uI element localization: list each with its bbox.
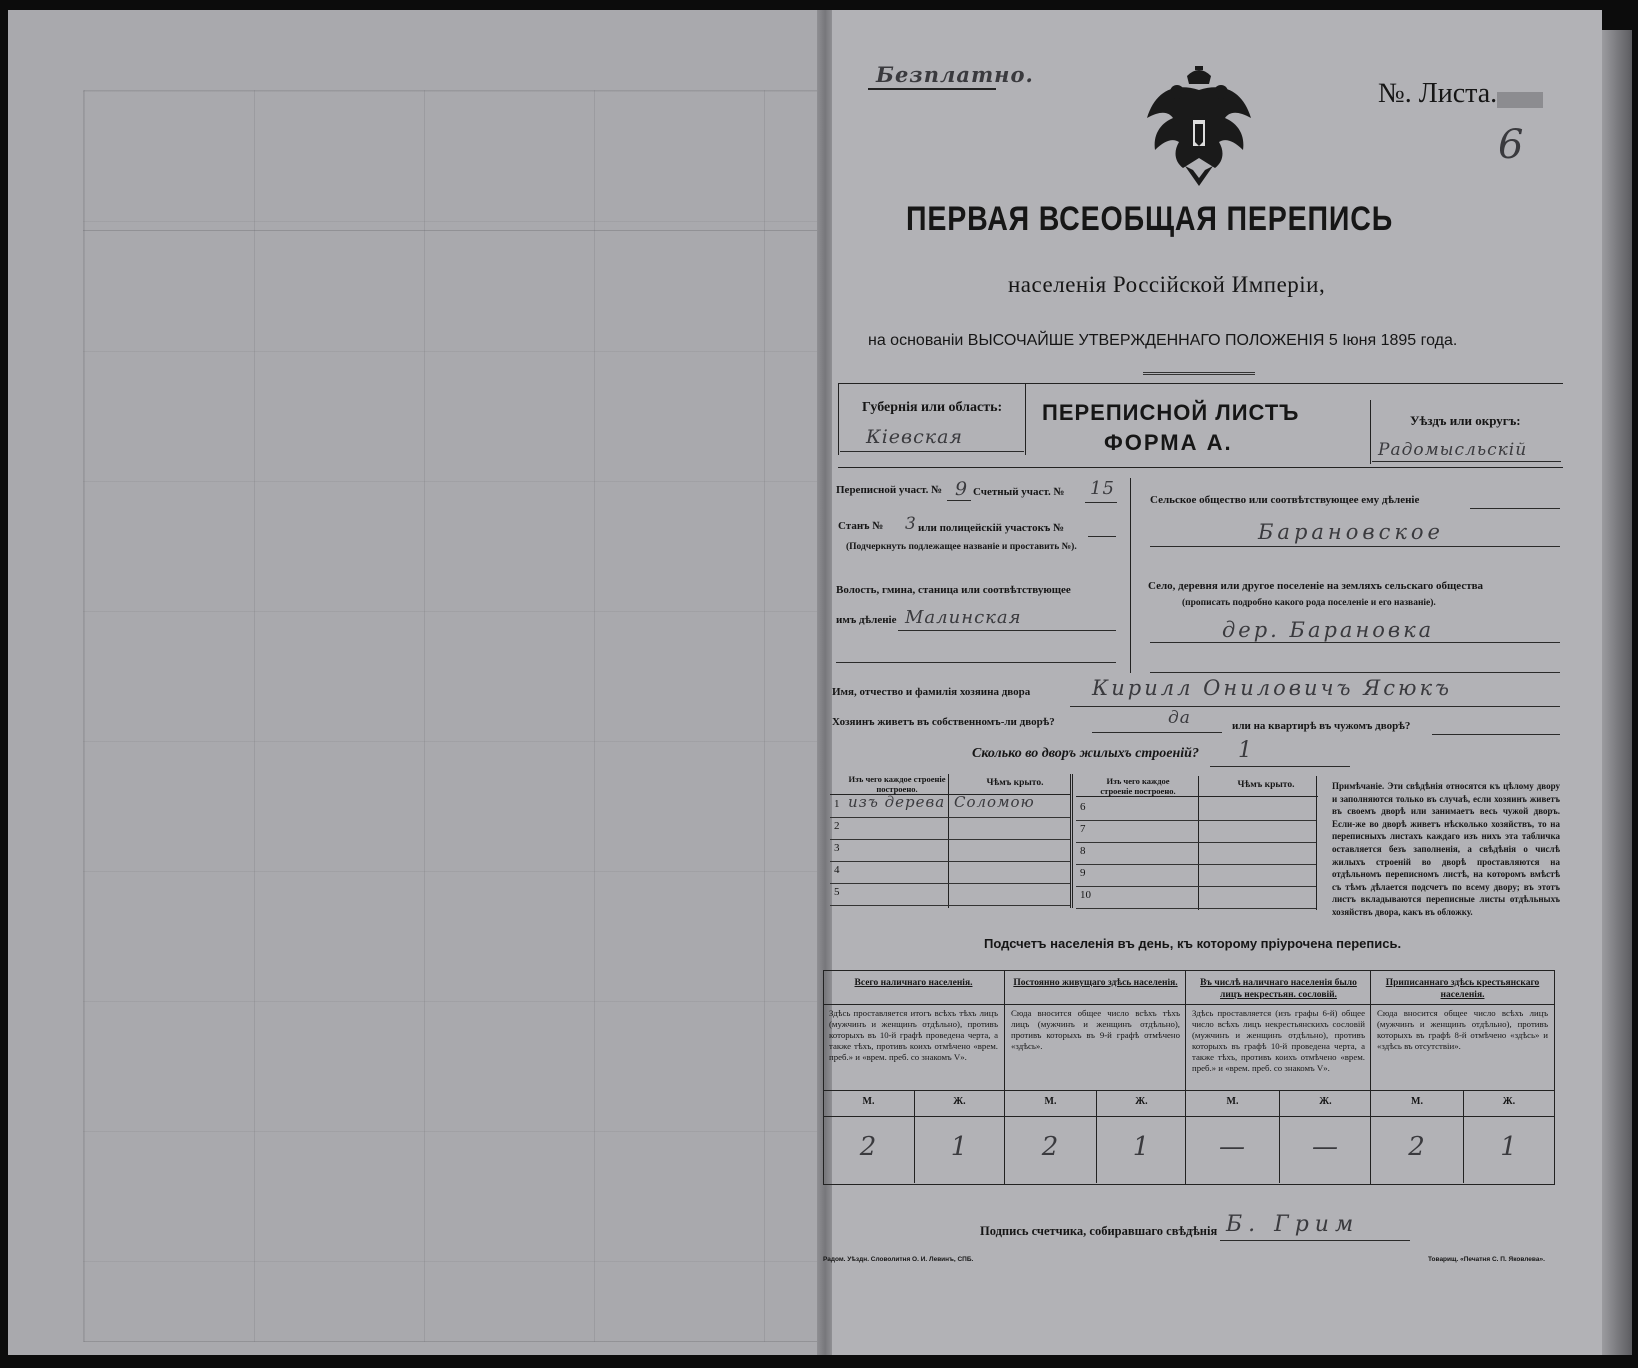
volost-underline-2 — [836, 662, 1116, 663]
settlement-note: (прописать подробно какого рода поселеніе и его названіе). — [1182, 598, 1436, 608]
count-district-underline — [1085, 502, 1117, 503]
police-district-label: или полицейскій участокъ № — [918, 522, 1065, 534]
buildings-table-left — [830, 774, 1073, 908]
population-female-value: 1 — [1132, 1132, 1151, 1162]
buildings-count-underline — [1210, 766, 1350, 767]
building-row-number: 3 — [834, 842, 840, 854]
count-district-label: Счетный участ. № — [973, 486, 1065, 498]
buildings-count-label: Сколько во дворъ жилыхъ строеній? — [972, 746, 1199, 761]
building-row — [1076, 886, 1316, 909]
owner-label: Имя, отчество и фамилія хозяина двора — [832, 686, 1031, 698]
building-row — [830, 883, 1070, 906]
settlement-value: дер. Барановка — [1222, 618, 1435, 642]
building-row-roof: Соломою — [954, 793, 1035, 811]
population-column-description: Сюда вносится общее число всѣхъ лицъ (мужчинъ и женщинъ отдѣльно), противъ которыхъ въ графѣ 8-й отмѣчено «здѣсь» и «здѣсь въ отсутствіи». — [1377, 1008, 1548, 1051]
population-female-label: Ж. — [953, 1096, 966, 1107]
building-row-number: 8 — [1080, 845, 1086, 857]
buildings-col-material-left: Изъ чего каждое строеніе построено. — [848, 774, 946, 794]
population-female-label: Ж. — [1319, 1096, 1332, 1107]
building-row-number: 9 — [1080, 867, 1086, 879]
population-column-description: Сюда вносится общее число всѣхъ тѣхъ лицъ (мужчинъ и женщинъ отдѣльно), противъ которыхъ въ 9-й графѣ отмѣчено «здѣсь». — [1011, 1008, 1180, 1051]
form-title-line1: ПЕРЕПИСНОЙ ЛИСТЪ — [1042, 400, 1300, 425]
village-society-underline-a — [1470, 508, 1560, 509]
signature-underline — [1220, 1240, 1410, 1241]
stan-label: Станъ № — [838, 520, 884, 532]
building-row — [830, 861, 1070, 884]
building-row — [830, 795, 1070, 818]
faint-table-grid — [83, 90, 820, 1342]
rent-label: или на квартирѣ въ чужомъ дворѣ? — [1232, 720, 1411, 732]
population-column-header: Всего наличнаго населенія. — [854, 978, 973, 988]
settlement-label: Село, деревня или другое поселеніе на земляхъ сельскаго общества — [1148, 580, 1484, 592]
police-district-underline — [1088, 536, 1116, 537]
village-society-label: Сельское общество или соотвѣтствующее ему дѣленіе — [1150, 494, 1420, 506]
sheet-number-box — [1497, 92, 1543, 108]
own-yard-underline — [1092, 732, 1222, 733]
population-column — [1370, 970, 1554, 1185]
population-male-value: 2 — [1041, 1132, 1060, 1162]
population-female-value: 1 — [950, 1132, 969, 1162]
ornament-divider — [1143, 372, 1255, 375]
population-column-header: Постоянно живущаго здѣсь населенія. — [1013, 978, 1178, 988]
building-row-number: 6 — [1080, 801, 1086, 813]
population-title: Подсчетъ населенія въ день, къ которому пріурочена перепись. — [984, 936, 1402, 951]
main-title: ПЕРВАЯ ВСЕОБЩАЯ ПЕРЕПИСЬ — [906, 200, 1394, 238]
volost-value: Малинская — [905, 607, 1022, 628]
building-row-material: изъ дерева — [848, 793, 946, 811]
sheet-number-label: №. Листа. — [1378, 78, 1498, 109]
signature-label: Подпись счетчика, собиравшаго свѣдѣнія — [980, 1224, 1218, 1238]
footer-printer-right: Товарищ. «Печатня С. П. Яковлева». — [1428, 1256, 1545, 1263]
population-male-value: 2 — [859, 1132, 878, 1162]
population-female-value: — — [1312, 1132, 1339, 1162]
faint-table-header — [83, 110, 818, 231]
stan-value: 3 — [905, 514, 917, 534]
volost-label-2: имъ дѣленіе — [836, 614, 897, 626]
signature-value: Б. Грим — [1226, 1212, 1360, 1237]
census-district-value: 9 — [955, 478, 969, 500]
gubernia-underline — [840, 451, 1024, 452]
population-column — [1185, 970, 1371, 1185]
gubernia-label: Губернія или область: — [862, 400, 1003, 415]
population-male-label: М. — [1226, 1096, 1239, 1107]
count-district-value: 15 — [1090, 478, 1115, 499]
population-column-header: Приписаннаго здѣсь крестьянскаго населенія. — [1385, 978, 1540, 1000]
buildings-col-roof-left: Чѣмъ крыто. — [986, 778, 1044, 788]
stan-note: (Подчеркнуть подлежащее названіе и проставить №). — [846, 542, 1077, 552]
uezd-underline — [1372, 461, 1561, 462]
population-column — [1004, 970, 1186, 1185]
basis-text: на основаніи ВЫСОЧАЙШЕ УТВЕРЖДЕННАГО ПОЛОЖЕНІЯ 5 Іюня 1895 года. — [868, 332, 1458, 349]
building-row-number: 10 — [1080, 889, 1091, 901]
free-label: Безплатно. — [876, 62, 1034, 87]
form-header-bottom-rule — [838, 467, 1563, 468]
building-row-number: 2 — [834, 820, 840, 832]
building-row — [1076, 820, 1316, 843]
buildings-col-roof-right: Чѣмъ крыто. — [1237, 780, 1295, 790]
volost-label-1: Волость, гмина, станица или соотвѣтствующее — [836, 584, 1071, 596]
form-title-line2: ФОРМА А. — [1104, 430, 1233, 455]
population-female-value: 1 — [1500, 1132, 1518, 1162]
census-district-label: Переписной участ. № — [836, 484, 943, 496]
footer-printer-left: Радом. Уѣздн. Словолитня О. И. Левинъ, СПБ. — [823, 1256, 974, 1263]
census-district-underline — [947, 500, 971, 501]
building-row-number: 1 — [834, 798, 840, 810]
population-column-description: Здѣсь проставляется (изъ графы 6-й) общее число всѣхъ лицъ некрестьянскихъ сословій (мужчинъ и женщинъ отдѣльно), противъ которыхъ въ графѣ 10-й проведена черта, а также тѣхъ, противъ коихъ отмѣчено «врем. преб.» и «врем. преб. со знакомъ V». — [1192, 1008, 1365, 1073]
own-yard-value: да — [1168, 708, 1191, 728]
uezd-value: Радомысльскій — [1378, 440, 1528, 460]
left-page — [8, 10, 828, 1355]
population-male-value: 2 — [1408, 1132, 1426, 1162]
buildings-count-value: 1 — [1238, 738, 1253, 763]
uezd-label: Уѣздъ или округъ: — [1410, 413, 1521, 428]
volost-underline — [898, 630, 1116, 631]
rent-underline — [1432, 734, 1560, 735]
building-row-number: 4 — [834, 864, 840, 876]
population-male-label: М. — [1411, 1096, 1423, 1107]
population-female-label: Ж. — [1135, 1096, 1148, 1107]
owner-value: Кирилл Ониловичъ Ясюкъ — [1092, 676, 1452, 700]
own-yard-label: Хозяинъ живетъ въ собственномъ-ли дворѣ? — [832, 716, 1055, 728]
buildings-col-material-right: Изъ чего каждое строеніе построено. — [1100, 776, 1176, 796]
free-label-underline — [868, 88, 996, 90]
page-edge — [1602, 30, 1632, 1355]
building-row — [830, 839, 1070, 862]
building-row-number: 5 — [834, 886, 840, 898]
population-column — [823, 970, 1004, 1185]
buildings-table-right — [1076, 776, 1318, 910]
population-male-label: М. — [862, 1096, 875, 1107]
gubernia-value: Кіевская — [866, 426, 963, 448]
population-male-label: М. — [1044, 1096, 1057, 1107]
subtitle: населенія Россійской Имперіи, — [1008, 272, 1326, 297]
population-female-label: Ж. — [1502, 1096, 1516, 1107]
settlement-underline — [1150, 642, 1560, 643]
building-row-number: 7 — [1080, 823, 1086, 835]
population-column-header: Въ числѣ наличнаго населенія было лицъ некрестьян. сословій. — [1200, 978, 1357, 1000]
population-column-description: Здѣсь проставляется итогъ всѣхъ тѣхъ лицъ (мужчинъ и женщинъ отдѣльно), противъ которыхъ въ 10-й графѣ проведена черта, а также тѣхъ, противъ коихъ отмѣчено «врем. преб.» и «врем. преб. со знакомъ V». — [829, 1008, 998, 1062]
population-male-value: — — [1219, 1132, 1246, 1162]
building-row — [830, 817, 1070, 840]
buildings-note: Примѣчаніе. Эти свѣдѣнія относятся къ цѣлому двору и заполняются только въ случаѣ, если хозяинъ живетъ въ своемъ дворѣ или занимаетъ весь чужой дворъ. Если-же во дворѣ живетъ нѣсколько хозяйствъ, то на переписныхъ листахъ каждаго изъ нихъ эта табличка оставляется безъ заполненія, а свѣдѣнія о числѣ жилыхъ строеній во дворѣ проставляются на отдѣльномъ переписномъ листѣ, на которомъ вмѣстѣ съ тѣмъ дѣлается подсчетъ по всему двору; въ этотъ листъ вкладываются переписные листы отдѣльныхъ хозяйствъ двора, какъ въ обложку. — [1332, 781, 1560, 917]
building-row — [1076, 864, 1316, 887]
fields-vertical-divider — [1130, 478, 1131, 673]
settlement-underline-2 — [1150, 672, 1560, 673]
village-society-value: Барановское — [1258, 520, 1444, 544]
building-row — [1076, 798, 1316, 821]
owner-underline — [1070, 706, 1560, 707]
sheet-number-value: 6 — [1498, 122, 1525, 168]
village-society-underline-b — [1150, 546, 1560, 547]
building-row — [1076, 842, 1316, 865]
double-headed-eagle-emblem — [1143, 62, 1255, 192]
